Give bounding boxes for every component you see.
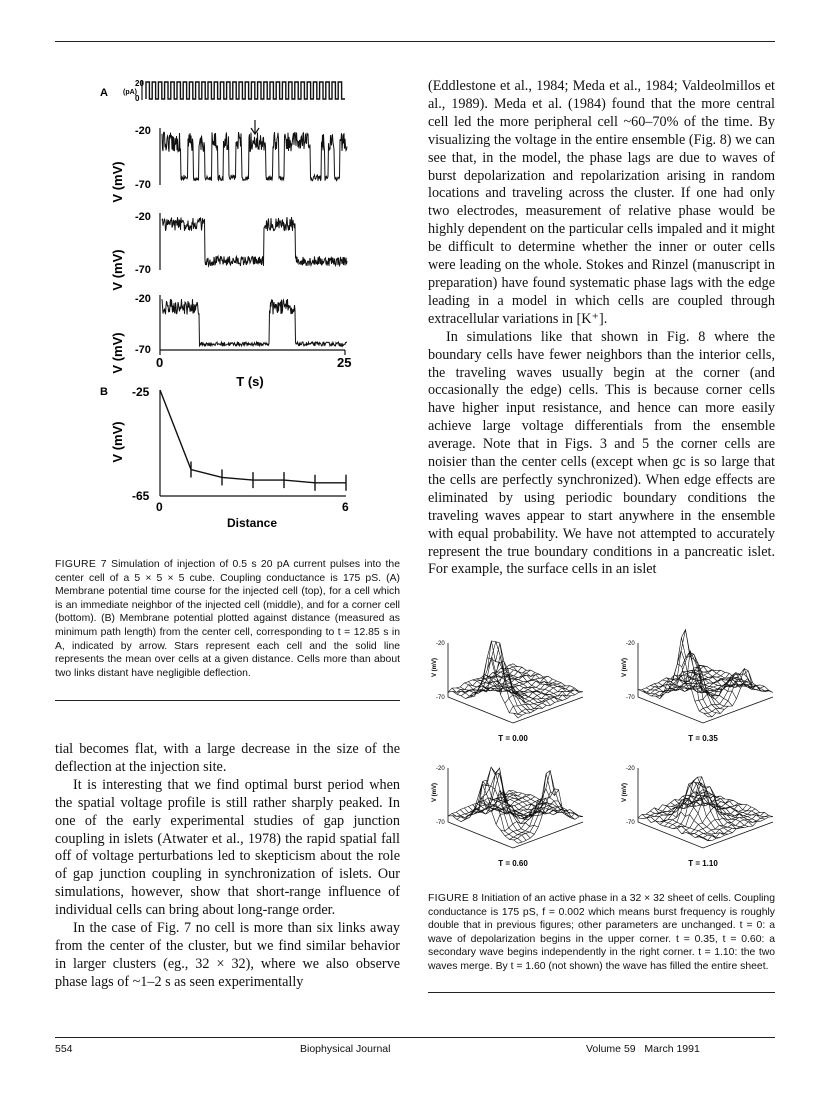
trace3-ytick-top: -20 xyxy=(135,293,151,305)
figure-8-caption-text: Initiation of an active phase in a 32 × 32 sheet of cells. Coupling conductance is 175 pS, f = 0.002 which means burst frequency is roughly double that in previous figures; other parameters are unchanged. t = 0: a wave of depolarization begins in the upper corner. t = 0.35, t = 0.60: a secondary wave begins independently in the right corner. t = 1.10: the two waves merge. By t = 1.60 (not shown) the wave has filled the entire sheet. xyxy=(428,893,775,972)
right-paragraph-2: In simulations like that shown in Fig. 8 where the boundary cells have fewer neighbors than the interior cells, the traveling waves usually begin at the corner (and occasionally the edge) cells. This is because corner cells have higher input resistance, and hence can more easily achieve large voltage differentials from the ensemble average. Note that in Figs. 3 and 5 the corner cells are noisier than the center cells (except when gc is so large that the cells are perfectly synchronized). When edge effects are eliminated by using periodic boundary conditions the traveling waves appear to start anywhere in the ensemble with equal probability. We have not attempted to accurately represent the true boundary conditions in a pancreatic islet. For example, the surface cells in an islet xyxy=(428,328,775,578)
trace-corner-cell xyxy=(110,293,351,389)
journal-issue: Volume 59 March 1991 xyxy=(586,1043,700,1055)
pulse-ytick-bottom: 0 xyxy=(135,94,140,103)
left-paragraph-3: In the case of Fig. 7 no cell is more than six links away from the center of the cluster, but we find similar behavior in larger clusters (eg., 32 × 32), where we also observe phase lags of ~1–2 s as seen experimentally xyxy=(55,920,400,990)
figure-8-rule xyxy=(428,992,775,993)
surface-mesh xyxy=(638,777,773,841)
trace2-ytick-top: -20 xyxy=(135,211,151,223)
panel-a-label: A xyxy=(100,87,108,99)
figure-7-caption-text: Simulation of injection of 0.5 s 20 pA current pulses into the center cell of a 5 × 5 × 5 cube. Coupling conductance is 175 pS. (A) Membrane potential time course for the injected cell (top), for a cell which is an immediate neighbor of the injected cell (middle), and for a corner cell (bottom). (B) Membrane potential plotted against distance (measured as minimum path length) from the center cell, corresponding to t = 12.85 s in A, indicated by arrow. Stars represent each cell and the solid line represents the mean over cells at a given distance. Cells more than about two links distant have negligible deflection. xyxy=(55,559,400,679)
b-ytick-bottom: -65 xyxy=(132,489,150,503)
figure-7 xyxy=(80,70,400,610)
left-paragraph-2: It is interesting that we find optimal burst period when the spatial voltage profile is still rather sharply peaked. In one of the early experimental studies of gap junction coupling in islets (Atwater et al., 1978) the rapid spatial fall off of voltage perturbations led to skepticism about the role of gap junction coupling in synchronization of islets. Our simulations, however, show that short-range influence of individual cells can bring about long-range order. xyxy=(55,776,400,919)
trace1-ytick-top: -20 xyxy=(135,125,151,137)
surface-panel xyxy=(622,630,773,743)
pulse-ylabel: (pA) xyxy=(123,89,137,96)
panel-b-chart xyxy=(100,385,349,530)
b-ylabel: V (mV) xyxy=(110,421,125,463)
b-xtick-6: 6 xyxy=(342,500,349,514)
arrow-marker xyxy=(251,120,259,134)
surface-ytick-top: -20 xyxy=(436,766,445,772)
surface-panel xyxy=(432,766,583,868)
figure-7-caption xyxy=(55,558,400,680)
trace3-ytick-bottom: -70 xyxy=(135,344,151,356)
top-rule xyxy=(55,41,775,42)
surface-ylabel: V (mV) xyxy=(432,782,438,802)
trace-injected-cell xyxy=(110,120,347,203)
left-paragraph-1: tial becomes flat, with a large decrease in the size of the deflection at the injection site. xyxy=(55,741,400,775)
surface-ytick-top: -20 xyxy=(626,766,635,772)
surface-ylabel: V (mV) xyxy=(622,657,628,677)
surface-mesh xyxy=(448,767,583,843)
trace-neighbor-cell xyxy=(110,211,347,291)
b-ytick-top: -25 xyxy=(132,385,150,399)
surface-ytick-bottom: -70 xyxy=(436,820,445,826)
left-column-text xyxy=(55,741,400,992)
surface-ytick-bottom: -70 xyxy=(436,695,445,701)
surface-panel xyxy=(432,641,583,743)
surface-mesh xyxy=(638,630,773,717)
b-xlabel: Distance xyxy=(226,516,278,530)
journal-name: Biophysical Journal xyxy=(300,1043,391,1055)
figure-7-rule xyxy=(55,700,400,701)
surface-ytick-top: -20 xyxy=(626,641,635,647)
bottom-rule xyxy=(55,1037,775,1038)
surface-mesh xyxy=(448,641,583,718)
surface-ytick-top: -20 xyxy=(436,641,445,647)
surface-time-label: T = 0.35 xyxy=(688,734,718,743)
panel-b-label: B xyxy=(100,386,108,398)
surface-panel xyxy=(622,766,773,868)
trace3-ylabel: V (mV) xyxy=(110,332,125,374)
surface-ytick-bottom: -70 xyxy=(626,695,635,701)
surface-ylabel: V (mV) xyxy=(622,782,628,802)
figure-7-caption-label: FIGURE 7 xyxy=(55,559,107,570)
b-xtick-0: 0 xyxy=(156,500,163,514)
b-mean-line xyxy=(160,390,346,483)
trace1-ytick-bottom: -70 xyxy=(135,179,151,191)
trace2-ylabel: V (mV) xyxy=(110,249,125,291)
page-number: 554 xyxy=(55,1043,73,1055)
time-tick-25: 25 xyxy=(337,355,352,370)
time-xlabel: T (s) xyxy=(236,374,264,389)
surface-ytick-bottom: -70 xyxy=(626,820,635,826)
surface-time-label: T = 0.60 xyxy=(498,859,528,868)
time-tick-0: 0 xyxy=(156,355,164,370)
pulse-ytick-top: 20 xyxy=(135,79,144,88)
surface-time-label: T = 1.10 xyxy=(688,859,718,868)
surface-ylabel: V (mV) xyxy=(432,657,438,677)
pulse-train xyxy=(123,79,345,103)
trace1-ylabel: V (mV) xyxy=(110,161,125,203)
figure-8-caption xyxy=(428,892,775,974)
trace2-ytick-bottom: -70 xyxy=(135,264,151,276)
figure-8 xyxy=(418,625,778,875)
surface-time-label: T = 0.00 xyxy=(498,734,528,743)
right-paragraph-1: (Eddlestone et al., 1984; Meda et al., 1984; Valdeolmillos et al., 1989). Meda et al. (1984) found that the more central cell led the more peripheral cell ~60–70% of the time. By visualizing the voltage in the entire ensemble (Fig. 8) we can see that, in the model, the phase lags are due to waves of burst depolarization and repolarization arising in random locations and traveling across the cluster. If one had only two electrodes, measurement of relative phase would be highly dependent on the particular cells impaled and it might be difficult to determine whether the inner or outer cells were leading on the whole. Stokes and Rinzel (manuscript in preparation) have found systematic phase lags with the edge leading in a model in which cells are coupled through extracellular variations in [K⁺]. xyxy=(428,78,775,327)
right-column-text xyxy=(428,78,775,579)
figure-8-caption-label: FIGURE 8 xyxy=(428,893,479,904)
